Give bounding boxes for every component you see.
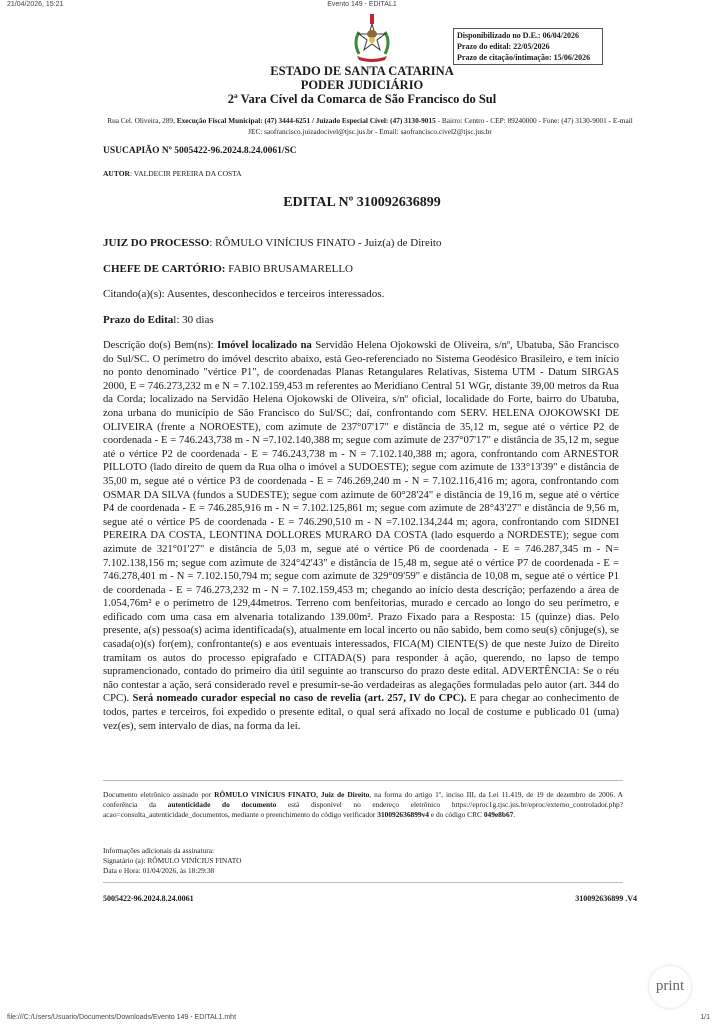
print-button[interactable]: print	[648, 965, 692, 1009]
sig-text: e do código CRC	[428, 810, 484, 819]
chief-label: CHEFE DE CARTÓRIO:	[103, 263, 226, 275]
electronic-signature-note	[103, 790, 623, 820]
property-description	[103, 339, 619, 733]
desc-intro: Descrição do(s) Bem(ns):	[103, 340, 218, 351]
desc-end: E para chegar ao conhecimento de todos, partes e terceiros, foi expedido o presente edital, o qual será afixado no local de costume e publicado 01 (uma) vez(es), sem intervalo de dias, na forma da lei.	[103, 693, 619, 732]
verification-code: 310092636899v4	[377, 810, 429, 819]
sig-signer: RÔMULO VINÍCIUS FINATO, Juiz de Direito	[214, 790, 370, 799]
chief-value: FABIO BRUSAMARELLO	[225, 263, 353, 275]
case-author	[103, 169, 623, 178]
print-file-path: file:///C:/Users/Usuario/Documents/Downloads/Evento 149 - EDITAL1.mht	[7, 1014, 237, 1021]
prazo-edital-date: Prazo do edital: 22/05/2026	[457, 42, 550, 51]
chief-clerk-line	[103, 263, 623, 275]
signature-additional-info	[103, 846, 623, 876]
sig-text: Documento eletrônico assinado por	[103, 790, 215, 799]
footer-document-version: 310092636899 .V4	[575, 894, 637, 903]
sig-info-title: Informações adicionais da assinatura:	[103, 846, 215, 855]
desc-bold: Imóvel localizado na	[217, 340, 312, 351]
sig-text: , na forma do artigo 1º, inciso III, da Lei 11.419, de 19 de dezembro de 2006. A conferência da	[103, 790, 623, 809]
browser-print-header	[0, 0, 724, 12]
address-street: Rua Cel. Oliveira, 289,	[107, 116, 177, 125]
print-title: Evento 149 - EDITAL1	[327, 1, 397, 8]
divider	[103, 780, 623, 781]
disponibilizado-date: Disponibilizado no D.E.: 06/04/2026	[457, 31, 580, 40]
judge-value: : RÔMULO VINÍCIUS FINATO - Juiz(a) de Direito	[209, 237, 442, 249]
edital-term	[103, 314, 623, 326]
judge-label: JUIZ DO PROCESSO	[103, 237, 210, 249]
print-datetime: 21/04/2026, 15:21	[7, 1, 64, 8]
state-name: ESTADO DE SANTA CATARINA	[270, 64, 454, 78]
crc-code: 049e8b67	[483, 810, 514, 819]
publication-info-box	[453, 28, 603, 65]
sig-authenticity: autenticidade do documento	[167, 800, 277, 809]
desc-body: Servidão Helena Ojokowski de Oliveira, s/nº, Ubatuba, São Francisco do Sul/SC. O perímetro do imóvel descrito abaixo, está Geo-referenciado no Sistema Geodésico Brasileiro, e tem início no ponto denominado "vértice P1", de coordenadas Planas Retangulares Relativas, Sistema UTM - Datum SIRGAS 2000, E = 746.273,232 m e N = 7.102.159,453 m referentes ao Meridiano Central 51 WGr, distante 39,00 metros da Rua da Corda; localizado na Servidão Helena Ojokowski de Oliveira, s/nº oficial, localidade do Forte, bairro do Ubatuba, zona urbana do município de São Francisco do Sul/SC; daí, confrontando com SERV. HELENA OJOKOWSKI DE OLIVEIRA (frente a NOROESTE), com azimute de 237°07'17" e distância de 35,12 m, segue até o vértice P2 de coordenada - E = 746.243,738 m - N =7.102.140,388 m; segue com azimute de 237°07'17" e distância de 35,12 m, segue até o vértice P2 de coordenada - E = 746.243,738 m - N = 7.102.140,388 m; agora, confrontando com ARNESTOR PILLOTO (lado direito de quem da Rua olha o imóvel a SUDOESTE); segue com azimute de 133°13'39" e distância de 35,00 m, segue até o vértice P3 de coordenada - E = 746.269,240 m - N = 7.102.116,416 m; agora, confrontando com OSMAR DA SILVA (fundos a SUDESTE); segue com azimute de 60°28'24" e distância de 19,16 m, segue até o vértice P4 de coordenada - E = 746.285,916 m - N = 7.102.125,861 m; segue com azimute de 28°43'27" e distância de 9,56 m, segue até o vértice P5 de coordenada - E = 746.290,510 m - N =7.102.134,244 m; agora, confrontando com SIDNEI PEREIRA DA COSTA, LEONTINA DOLLORES MURARO DA COSTA (lado esquerdo a NORDESTE); segue com azimute de 321°01'27" e distância de 5,03 m, segue até o vértice P6 de coordenada - E = 746.287,345 m - N= 7.102.138,156 m; segue com azimute de 324°42'43" e distância de 15,48 m, segue até o vértice P7 de coordenada - E = 746.278,401 m - N = 7.102.150,794 m; segue com azimute de 329°09'59" e distância de 10,08 m, segue até o vértice P1 de coordenada - E = 746.273,232 m - N = 7.102.159,453 m; chegando ao início desta descrição; perfazendo a área de 1.054,76m² e o perímetro de 129,44metros. Terreno com benfeitorias, murado e cercado ao longo do seu perímetro, e edificado com uma casa em alvenaria totalizando 139.00m². Prazo Fixado para a Resposta: 15 (quinze) dias. Pelo presente, a(s) pessoa(s) acima identificada(s), atualmente em local incerto ou não sabido, bem como seu(s) cônjuge(s), se casada(o)(s) for(em), confrontante(s) e aos eventuais interessados, FICA(M) CIENTE(S) de que neste Juízo de Direito tramitam os autos do processo epigrafado e CITADA(S) para responder à ação, querendo, no lapso de tempo supramencionado, contado do primeiro dia útil seguinte ao transcurso do prazo deste edital. ADVERTÊNCIA: Se o réu não contestar a ação, será considerado revel e presumir-se-ão verdadeiras as alegações formuladas pelo autor (art. 344 do CPC).	[103, 340, 619, 705]
court-header	[0, 64, 724, 107]
address-phones: Execução Fiscal Municipal: (47) 3444-6251 / Juizado Especial Cível: (47) 3130-9015	[176, 116, 436, 125]
autor-value: : VALDECIR PEREIRA DA COSTA	[129, 169, 242, 178]
judicial-power: PODER JUDICIÁRIO	[300, 78, 424, 92]
term-label: Prazo do Edita	[103, 314, 174, 326]
judge-line	[103, 237, 623, 249]
case-number: USUCAPIÃO Nº 5005422-96.2024.8.24.0061/SC	[103, 146, 297, 156]
santa-catarina-coat-of-arms-icon	[351, 12, 393, 64]
footer-process-number: 5005422-96.2024.8.24.0061	[103, 894, 194, 903]
autor-label: AUTOR	[103, 169, 130, 178]
edital-title: EDITAL Nº 310092636899	[283, 195, 441, 210]
divider	[103, 882, 623, 883]
browser-print-footer	[0, 1012, 724, 1024]
court-name: 2ª Vara Cível da Comarca de São Francisco do Sul	[227, 92, 497, 106]
address-contacts: - Bairro: Centro - CEP: 89240000 - Fone: (47) 3130-9001 - E-mail JEC: saofrancisco.juizadocivel@tjsc.jus.br - Email: saofrancisco.civel2@tjsc.jus.br	[248, 116, 633, 136]
sig-url-text: está disponível no endereço eletrônico https://eproc1g.tjsc.jus.br/eproc/externo_controlador.php?acao=consulta_autenticidade_documentos, mediante o preenchimento do código verificador	[103, 800, 623, 819]
court-address	[100, 115, 640, 137]
desc-curator-warning: Será nomeado curador especial no caso de revelia (art. 257, IV do CPC).	[132, 693, 467, 705]
prazo-citacao-date: Prazo de citação/intimação: 15/06/2026	[457, 53, 591, 62]
cited-parties: Citando(a)(s): Ausentes, desconhecidos e terceiros interessados.	[103, 288, 385, 300]
print-page-indicator: 1/1	[700, 1014, 710, 1021]
term-value: l: 30 dias	[173, 314, 214, 326]
sig-signatory: Signatário (a): RÔMULO VINÍCIUS FINATO	[103, 856, 242, 865]
sig-text: .	[513, 810, 516, 819]
sig-datetime: Data e Hora: 01/04/2026, às 18:29:38	[103, 866, 215, 875]
